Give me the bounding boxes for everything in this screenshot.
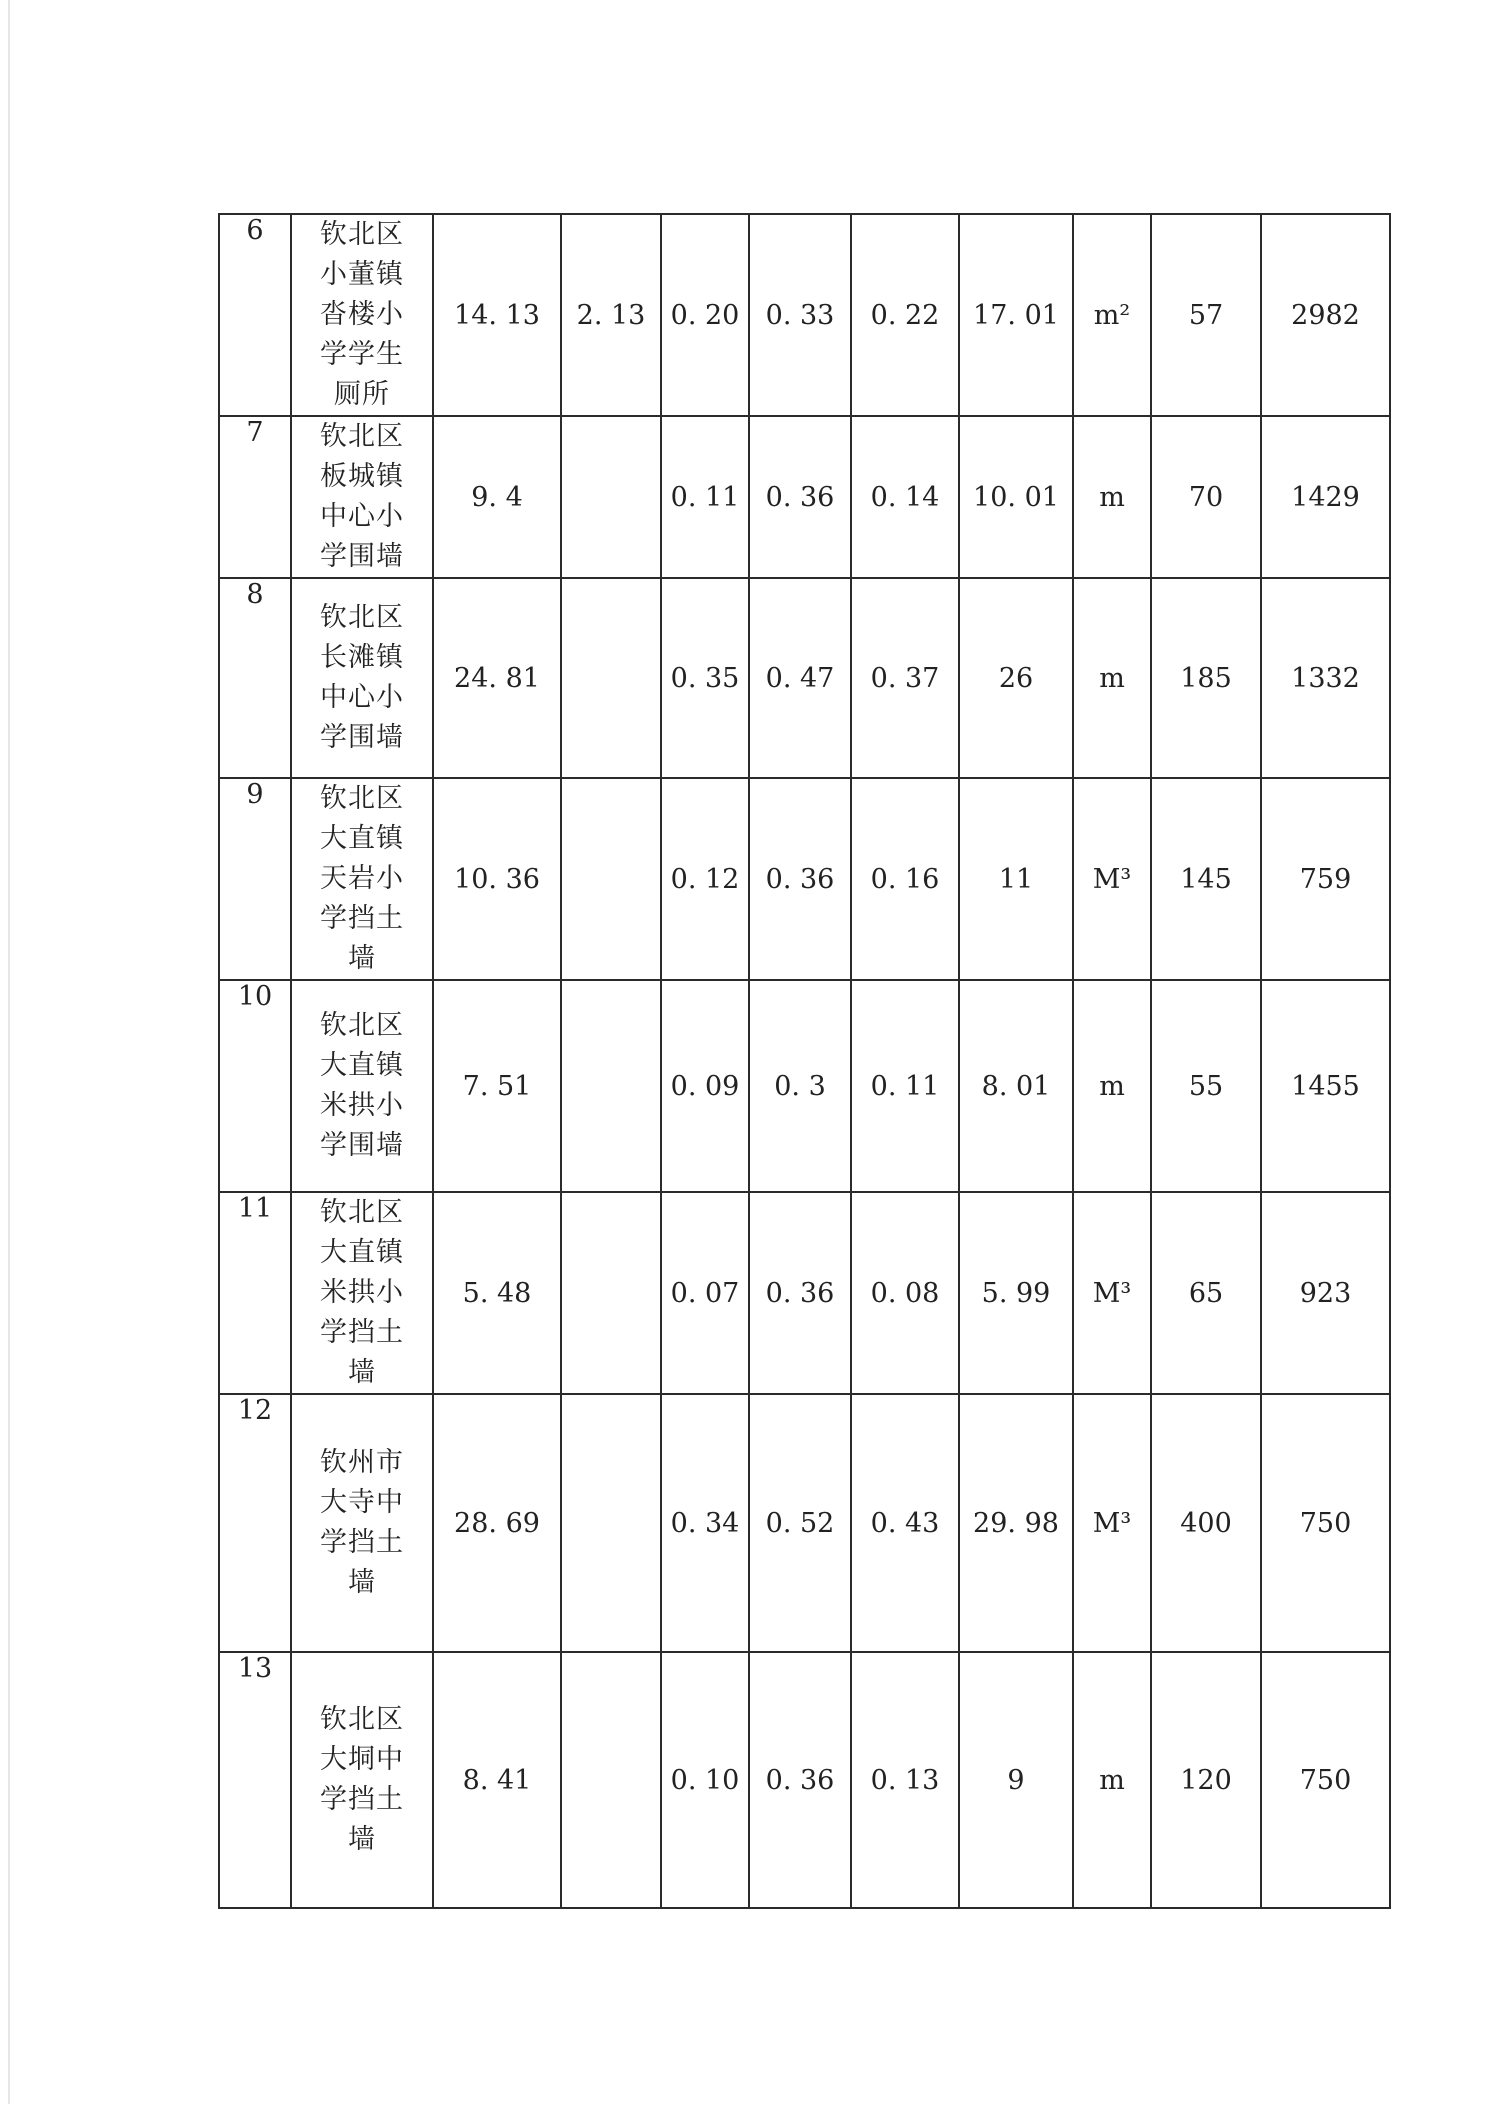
cell-price [1261, 416, 1390, 578]
cell-c2 [561, 578, 661, 778]
cell-text: 钦北区 长滩镇 中心小 学围墙 [320, 602, 404, 753]
project-name [291, 980, 433, 1192]
cell-c4 [749, 214, 851, 416]
cell-c1 [433, 1192, 561, 1394]
cell-c2 [561, 1652, 661, 1908]
cell-text: M³ [1092, 1507, 1132, 1539]
cell-c6 [959, 214, 1073, 416]
cell-text: 17. 01 [973, 299, 1059, 331]
cell-text: 0. 43 [870, 1507, 940, 1539]
cell-price [1261, 1652, 1390, 1908]
cell-unit [1073, 1192, 1151, 1394]
cell-unit [1073, 214, 1151, 416]
cell-text: 钦北区 小董镇 沓楼小 学学生 厕所 [320, 219, 404, 410]
cell-c1 [433, 1652, 561, 1908]
cell-text: 0. 3 [774, 1070, 826, 1102]
cell-text: 28. 69 [454, 1507, 540, 1539]
cell-price [1261, 578, 1390, 778]
cell-text: 185 [1180, 662, 1232, 694]
cell-text: 0. 33 [765, 299, 835, 331]
cell-unit [1073, 1394, 1151, 1652]
cell-text: 0. 11 [670, 481, 740, 513]
cell-text: 120 [1180, 1764, 1232, 1796]
cell-c3 [661, 1192, 749, 1394]
project-name [291, 778, 433, 980]
cell-c1 [433, 214, 561, 416]
cell-text: 0. 16 [870, 863, 940, 895]
cell-text: 145 [1180, 863, 1232, 895]
project-name [291, 1394, 433, 1652]
cell-text: 钦北区 大直镇 天岩小 学挡土 墙 [320, 783, 404, 974]
cell-c2 [561, 980, 661, 1192]
cell-c1 [433, 578, 561, 778]
cell-c4 [749, 1192, 851, 1394]
cell-text: 2982 [1291, 299, 1360, 331]
table-row [219, 416, 1390, 578]
row-number [219, 416, 291, 578]
cell-c4 [749, 416, 851, 578]
table-row [219, 980, 1390, 1192]
cell-qty [1151, 980, 1261, 1192]
cell-c5 [851, 214, 959, 416]
row-number [219, 1652, 291, 1908]
table-row [219, 1652, 1390, 1908]
page-edge [8, 0, 10, 2104]
cell-text: 1429 [1291, 481, 1360, 513]
cell-text: 钦北区 大垌中 学挡土 墙 [320, 1704, 404, 1855]
cell-text: 0. 13 [870, 1764, 940, 1796]
cell-c6 [959, 578, 1073, 778]
cell-text: 0. 22 [870, 299, 940, 331]
cell-text: 57 [1188, 299, 1224, 331]
cell-text: 0. 35 [670, 662, 740, 694]
cell-text: m [1099, 1764, 1125, 1796]
cell-price [1261, 1192, 1390, 1394]
cell-text: 0. 36 [765, 481, 835, 513]
row-number [219, 578, 291, 778]
cell-text: M³ [1092, 863, 1132, 895]
cell-text: 400 [1180, 1507, 1232, 1539]
cell-text: 钦北区 板城镇 中心小 学围墙 [320, 421, 404, 572]
cell-text: m [1099, 1070, 1125, 1102]
cell-c3 [661, 416, 749, 578]
cell-qty [1151, 1652, 1261, 1908]
cell-text: 6 [246, 215, 264, 246]
cell-c6 [959, 1192, 1073, 1394]
table-row [219, 1394, 1390, 1652]
cell-text: 0. 07 [670, 1277, 740, 1309]
row-number [219, 1192, 291, 1394]
cell-text: 24. 81 [454, 662, 540, 694]
row-number [219, 1394, 291, 1652]
project-name [291, 214, 433, 416]
cell-text: 5. 99 [981, 1277, 1051, 1309]
cell-unit [1073, 778, 1151, 980]
cell-c4 [749, 1652, 851, 1908]
cell-text: 0. 20 [670, 299, 740, 331]
cell-text: M³ [1092, 1277, 1132, 1309]
data-table [218, 213, 1391, 1909]
cell-text: 65 [1188, 1277, 1224, 1309]
cell-qty [1151, 214, 1261, 416]
cell-text: 9. 4 [471, 481, 523, 513]
cell-text: 0. 36 [765, 1277, 835, 1309]
cell-text: 7. 51 [462, 1070, 532, 1102]
cell-text: 0. 14 [870, 481, 940, 513]
cell-text: 923 [1299, 1277, 1352, 1309]
cell-c4 [749, 778, 851, 980]
row-number [219, 214, 291, 416]
cell-c5 [851, 778, 959, 980]
cell-text: 0. 47 [765, 662, 835, 694]
cell-text: 14. 13 [454, 299, 540, 331]
cell-qty [1151, 1394, 1261, 1652]
cell-text: m [1099, 481, 1125, 513]
cell-text: 0. 09 [670, 1070, 740, 1102]
table-row [219, 778, 1390, 980]
cell-c3 [661, 1652, 749, 1908]
cell-text: 0. 34 [670, 1507, 740, 1539]
cell-c4 [749, 980, 851, 1192]
cell-text: 8. 01 [981, 1070, 1051, 1102]
project-name [291, 416, 433, 578]
cell-text: 0. 37 [870, 662, 940, 694]
cell-text: 5. 48 [462, 1277, 532, 1309]
cell-text: 750 [1299, 1764, 1352, 1796]
cell-c3 [661, 778, 749, 980]
cell-text: 0. 12 [670, 863, 740, 895]
cell-text: 9 [246, 779, 264, 810]
cell-c3 [661, 980, 749, 1192]
cell-c3 [661, 1394, 749, 1652]
cell-text: 12 [237, 1395, 273, 1426]
cell-text: 7 [246, 417, 264, 448]
cell-text: 8 [246, 579, 264, 610]
cell-c1 [433, 1394, 561, 1652]
table-row [219, 1192, 1390, 1394]
cell-c6 [959, 416, 1073, 578]
cell-c1 [433, 416, 561, 578]
cell-text: 钦北区 大直镇 米拱小 学挡土 墙 [320, 1197, 404, 1388]
row-number [219, 980, 291, 1192]
cell-unit [1073, 416, 1151, 578]
cell-unit [1073, 578, 1151, 778]
cell-price [1261, 778, 1390, 980]
table-row [219, 214, 1390, 416]
cell-unit [1073, 1652, 1151, 1908]
cell-c5 [851, 1192, 959, 1394]
cell-text: 钦北区 大直镇 米拱小 学围墙 [320, 1010, 404, 1161]
cell-text: 9 [1007, 1764, 1025, 1796]
cell-c5 [851, 1394, 959, 1652]
cell-text: 0. 11 [870, 1070, 940, 1102]
cell-c6 [959, 1394, 1073, 1652]
cell-c1 [433, 980, 561, 1192]
cell-text: 55 [1188, 1070, 1224, 1102]
cell-text: 29. 98 [973, 1507, 1059, 1539]
cell-text: 0. 36 [765, 863, 835, 895]
cell-text: 0. 52 [765, 1507, 835, 1539]
cell-c3 [661, 214, 749, 416]
cell-c6 [959, 1652, 1073, 1908]
cell-text: 1332 [1291, 662, 1360, 694]
cell-text: 8. 41 [462, 1764, 532, 1796]
project-name [291, 1652, 433, 1908]
cell-c2 [561, 416, 661, 578]
cell-c5 [851, 578, 959, 778]
cell-c5 [851, 416, 959, 578]
cell-qty [1151, 1192, 1261, 1394]
cell-text: 10. 36 [454, 863, 540, 895]
cell-price [1261, 1394, 1390, 1652]
cell-text: 10. 01 [973, 481, 1059, 513]
cell-qty [1151, 778, 1261, 980]
cell-price [1261, 980, 1390, 1192]
cell-text: 2. 13 [576, 299, 646, 331]
cell-text: 13 [237, 1653, 273, 1684]
cell-text: 10 [237, 981, 273, 1012]
cell-text: 26 [998, 662, 1034, 694]
cell-c5 [851, 1652, 959, 1908]
cell-text: 0. 08 [870, 1277, 940, 1309]
cell-c5 [851, 980, 959, 1192]
cell-text: 70 [1188, 481, 1224, 513]
table-row [219, 578, 1390, 778]
cell-text: 11 [998, 863, 1034, 895]
cell-c2 [561, 778, 661, 980]
cell-c4 [749, 1394, 851, 1652]
cell-text: 0. 10 [670, 1764, 740, 1796]
cell-text: 750 [1299, 1507, 1352, 1539]
cell-c2 [561, 214, 661, 416]
cell-qty [1151, 578, 1261, 778]
row-number [219, 778, 291, 980]
cell-c2 [561, 1394, 661, 1652]
cell-text: 钦州市 大寺中 学挡土 墙 [320, 1447, 404, 1598]
project-name [291, 1192, 433, 1394]
cell-c1 [433, 778, 561, 980]
cell-text: 759 [1299, 863, 1352, 895]
cell-unit [1073, 980, 1151, 1192]
cell-c6 [959, 778, 1073, 980]
cell-c3 [661, 578, 749, 778]
cell-text: 1455 [1291, 1070, 1360, 1102]
cell-text: m² [1093, 299, 1131, 331]
cell-text: 11 [237, 1193, 273, 1224]
cell-price [1261, 214, 1390, 416]
cell-text: m [1099, 662, 1125, 694]
cell-c4 [749, 578, 851, 778]
cell-qty [1151, 416, 1261, 578]
cell-c6 [959, 980, 1073, 1192]
cell-text: 0. 36 [765, 1764, 835, 1796]
project-name [291, 578, 433, 778]
cell-c2 [561, 1192, 661, 1394]
